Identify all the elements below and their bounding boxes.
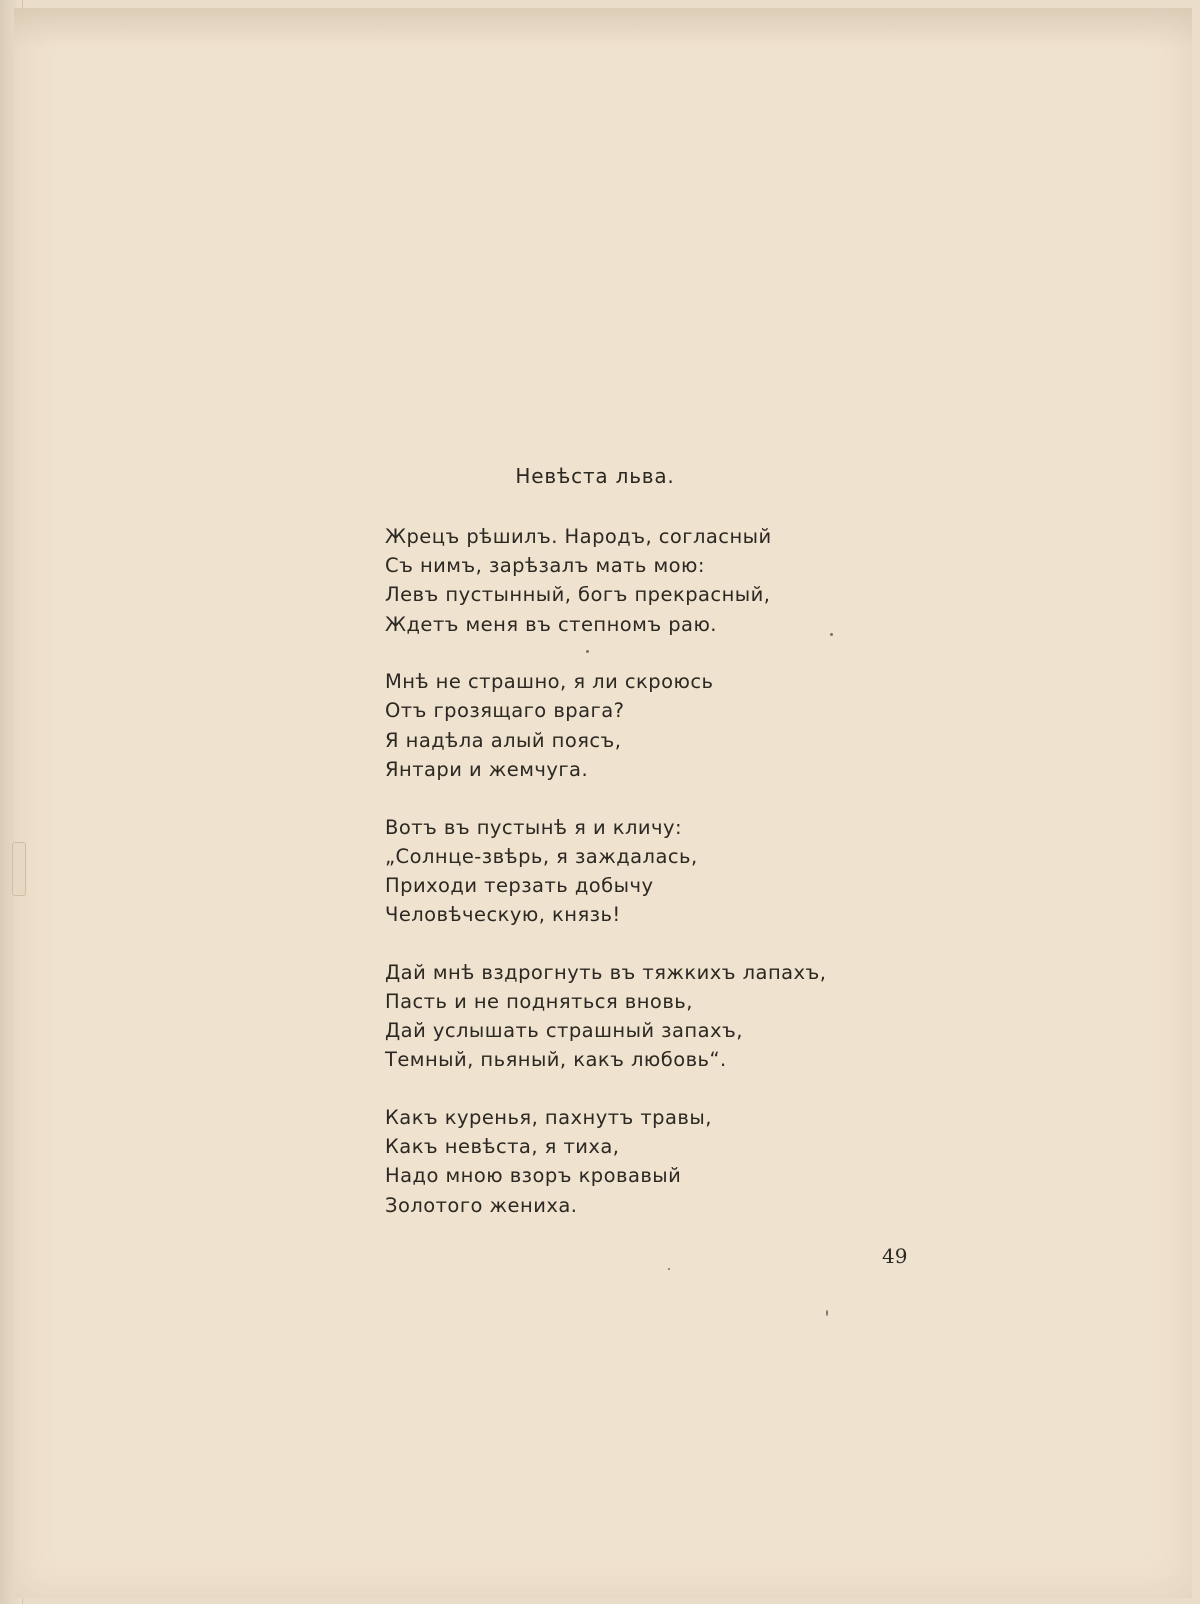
poem-line: Человѣческую, князь! [385, 903, 621, 927]
poem [385, 462, 905, 1248]
poem-line: Мнѣ не страшно, я ли скроюсь [385, 670, 714, 694]
poem-line: Съ нимъ, зарѣзалъ мать мою: [385, 554, 705, 578]
paper-speck [586, 650, 589, 653]
stanza-5 [385, 1103, 905, 1220]
paper-speck [830, 633, 833, 636]
poem-line: Пасть и не подняться вновь, [385, 989, 693, 1013]
poem-line: Темный, пьяный, какъ любовь“. [385, 1048, 727, 1072]
poem-line: Надо мною взоръ кровавый [385, 1164, 682, 1188]
poem-line: Вотъ въ пустынѣ я и кличу: [385, 815, 682, 839]
poem-line: Золотого жениха. [385, 1193, 578, 1217]
poem-line: Дай услышать страшный запахъ, [385, 1019, 743, 1043]
poem-line: Какъ невѣста, я тиха, [385, 1135, 620, 1159]
stanza-4 [385, 958, 905, 1075]
poem-line: Отъ грозящаго врага? [385, 699, 625, 723]
poem-line: Янтари и жемчуга. [385, 757, 589, 781]
paper-speck [668, 1268, 670, 1270]
stanza-1 [385, 522, 905, 639]
poem-line: Ждетъ меня въ степномъ раю. [385, 612, 717, 636]
poem-line: Левъ пустынный, богъ прекрасный, [385, 583, 771, 607]
binding-thread [12, 842, 26, 896]
poem-title: Невѣста льва. [515, 464, 675, 488]
poem-line: Приходи терзать добычу [385, 873, 654, 897]
poem-body [385, 522, 905, 1220]
poem-line: Я надѣла алый поясъ, [385, 728, 622, 752]
top-shadow [14, 8, 1192, 48]
page-number: 49 [882, 1244, 908, 1268]
poem-line: Жрецъ рѣшилъ. Народъ, согласный [385, 525, 772, 548]
poem-line: Дай мнѣ вздрогнуть въ тяжкихъ лапахъ, [385, 960, 827, 984]
paper-speck [826, 1310, 828, 1316]
poem-line: Какъ куренья, пахнутъ травы, [385, 1106, 712, 1129]
stanza-2 [385, 667, 905, 784]
poem-line: „Солнце-звѣрь, я заждалась, [385, 844, 698, 868]
stanza-3 [385, 813, 905, 930]
